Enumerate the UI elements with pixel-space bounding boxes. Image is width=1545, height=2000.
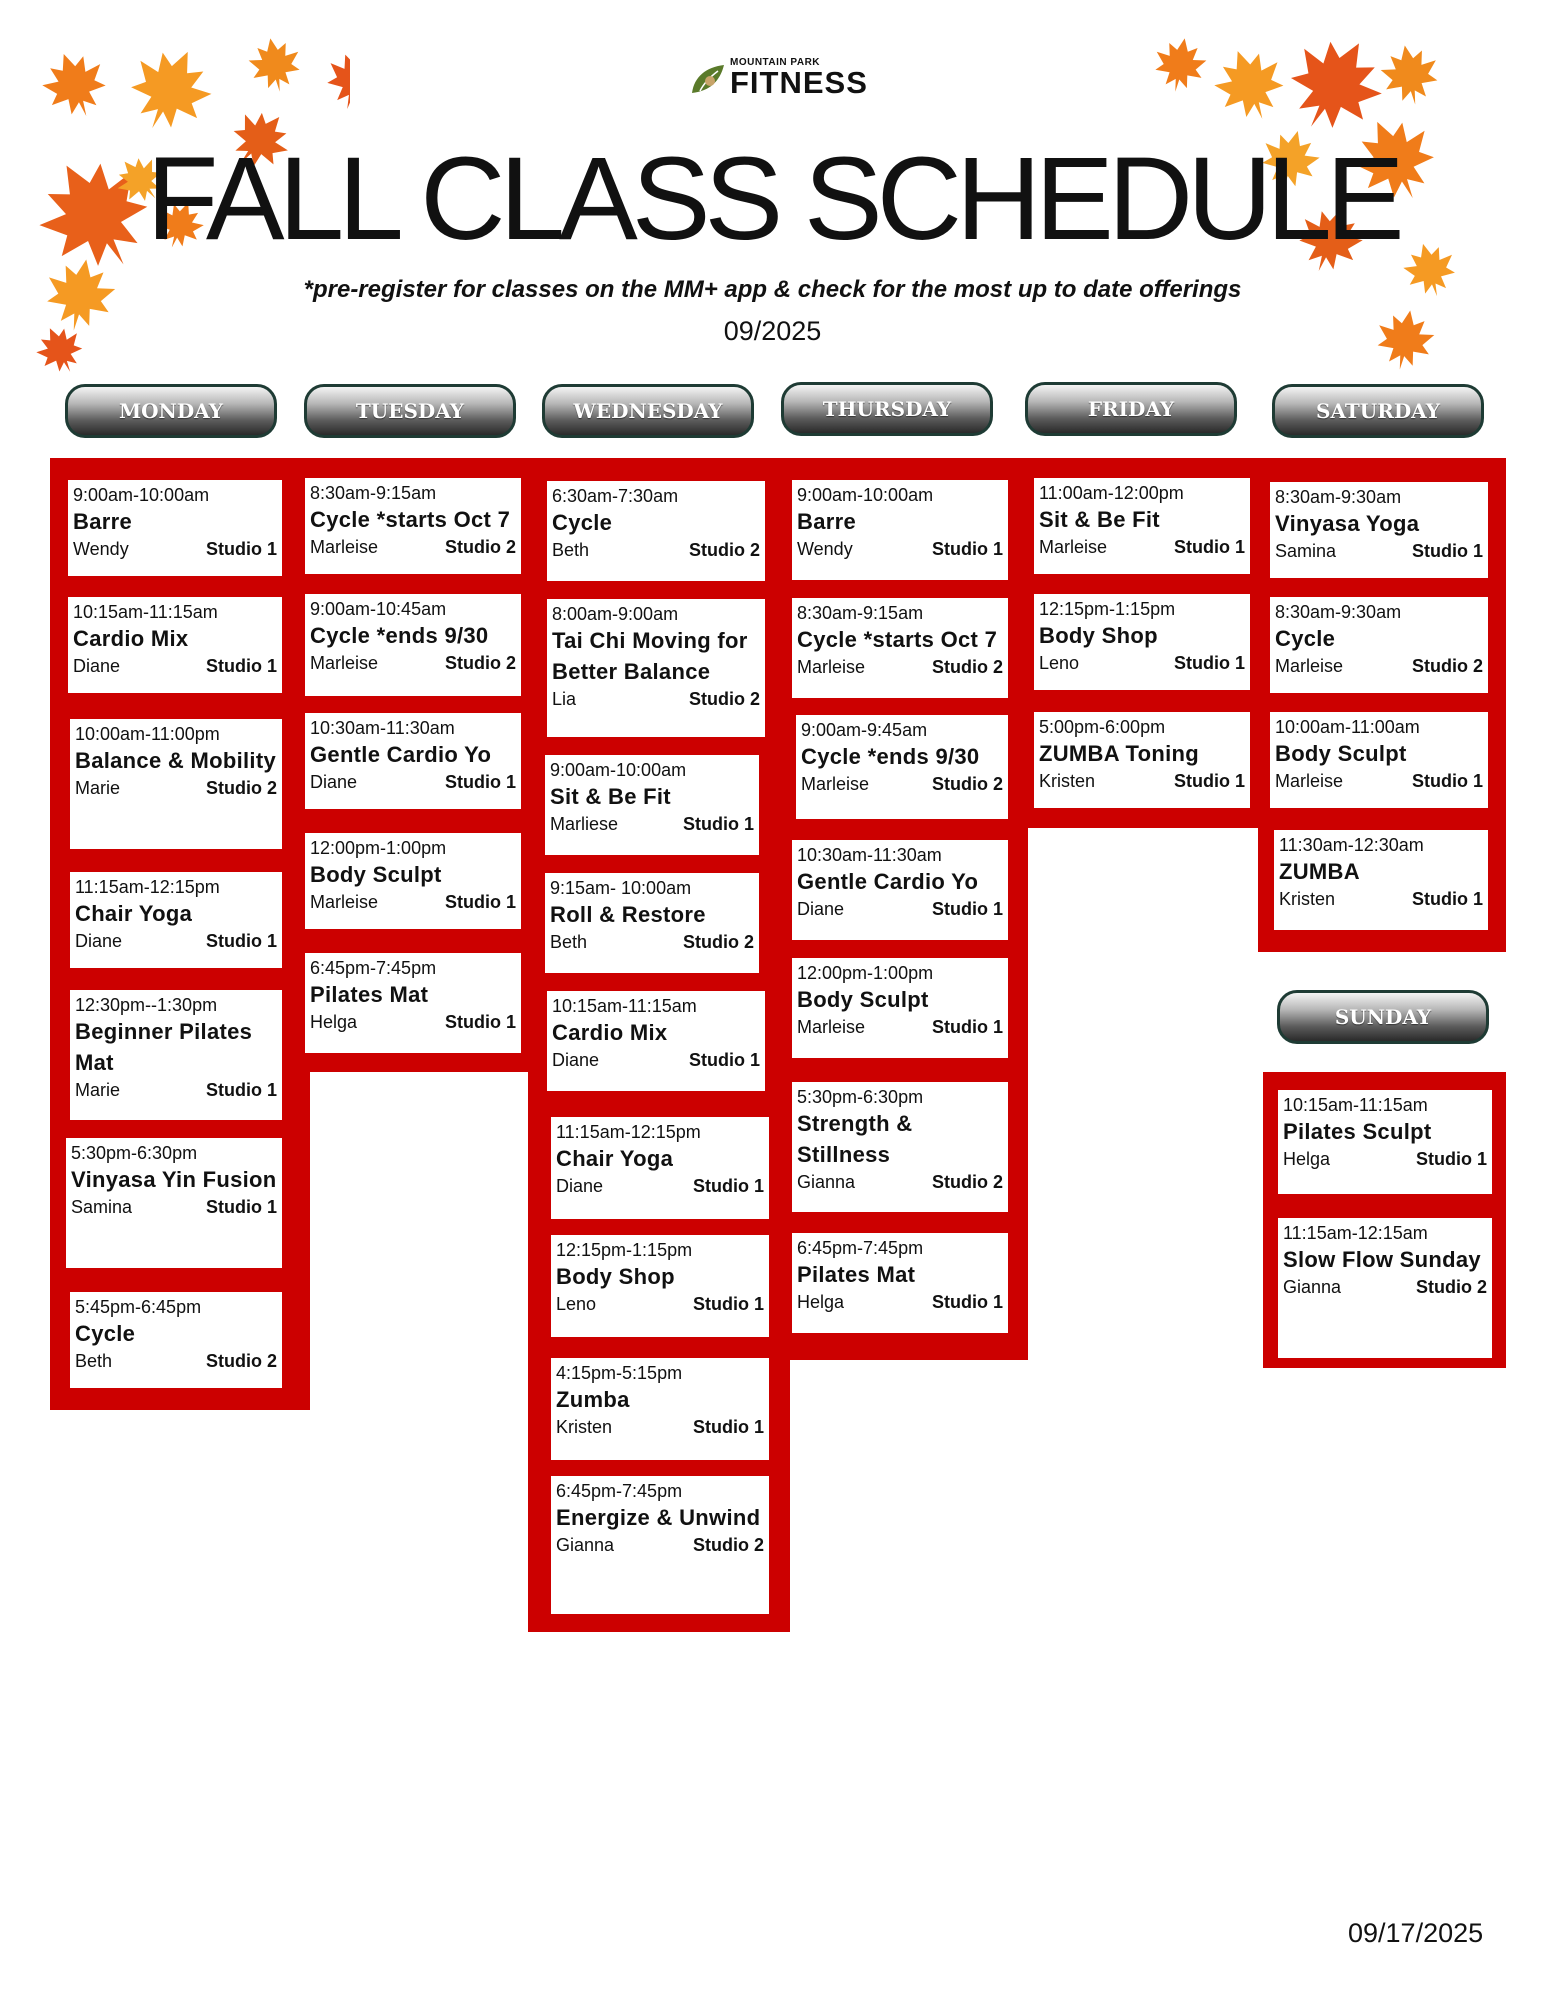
- class-card-wednesday: [545, 755, 759, 855]
- class-name: ZUMBA: [1279, 859, 1360, 884]
- class-card-friday: [1034, 478, 1250, 574]
- class-details: [1039, 535, 1245, 559]
- day-header-wednesday: WEDNESDAY: [542, 384, 754, 438]
- class-time: 8:30am-9:30am: [1275, 487, 1402, 507]
- class-instructor: Samina: [71, 1197, 133, 1217]
- class-instructor: Kristen: [556, 1417, 613, 1437]
- class-card-wednesday: [547, 481, 765, 581]
- class-name: Pilates Mat: [797, 1262, 916, 1287]
- class-studio: Studio 1: [445, 772, 516, 792]
- class-instructor: Marleise: [310, 537, 379, 557]
- class-time: 12:15pm-1:15pm: [556, 1240, 693, 1260]
- class-card-tuesday: [305, 478, 521, 574]
- class-card-monday: [70, 990, 282, 1120]
- footer-date: 09/17/2025: [1348, 1918, 1484, 1948]
- class-details: [310, 770, 516, 794]
- class-time: 6:45pm-7:45pm: [310, 958, 437, 978]
- class-time: 8:30am-9:30am: [1275, 602, 1402, 622]
- class-instructor: Gianna: [1283, 1277, 1342, 1297]
- class-time: 8:30am-9:15am: [797, 603, 924, 623]
- class-time: 6:45pm-7:45pm: [556, 1481, 683, 1501]
- class-studio: Studio 2: [689, 689, 760, 709]
- class-details: [310, 535, 516, 559]
- class-details: [797, 1015, 1003, 1039]
- class-card-tuesday: [305, 953, 521, 1053]
- class-details: [73, 654, 277, 678]
- class-card-wednesday: [545, 873, 759, 973]
- class-name: Body Sculpt: [797, 987, 929, 1012]
- class-card-tuesday: [305, 833, 521, 929]
- subtitle-note: *pre-register for classes on the MM+ app & check for the most up to date offerings: [303, 276, 1242, 303]
- class-instructor: Beth: [552, 540, 590, 560]
- class-name: Strength & Stillness: [797, 1111, 913, 1167]
- day-header-monday: MONDAY: [65, 384, 277, 438]
- class-details: [801, 772, 1003, 796]
- class-instructor: Diane: [552, 1050, 600, 1070]
- class-time: 10:00am-11:00pm: [75, 724, 220, 744]
- class-instructor: Marleise: [801, 774, 870, 794]
- logo-leaf-icon: [690, 63, 726, 95]
- class-card-tuesday: [305, 594, 521, 696]
- class-studio: Studio 2: [932, 1172, 1003, 1192]
- class-time: 5:45pm-6:45pm: [75, 1297, 202, 1317]
- class-card-thursday: [796, 715, 1008, 819]
- class-details: [797, 1290, 1003, 1314]
- class-studio: Studio 1: [1174, 653, 1245, 673]
- class-name: Tai Chi Moving for Better Balance: [552, 628, 748, 684]
- class-name: Cycle *starts Oct 7: [797, 627, 998, 652]
- class-name: Beginner Pilates Mat: [75, 1019, 253, 1075]
- class-time: 12:30pm--1:30pm: [75, 995, 218, 1015]
- class-time: 11:15am-12:15pm: [75, 877, 220, 897]
- class-instructor: Marleise: [797, 1017, 866, 1037]
- class-instructor: Marleise: [1039, 537, 1108, 557]
- class-details: [797, 897, 1003, 921]
- class-card-saturday: [1274, 830, 1488, 930]
- class-details: [1279, 887, 1483, 911]
- class-time: 9:15am- 10:00am: [550, 878, 692, 898]
- class-time: 10:00am-11:00am: [1275, 717, 1420, 737]
- schedule-date: 09/2025: [723, 316, 822, 346]
- class-name: Vinyasa Yin Fusion: [71, 1167, 277, 1192]
- class-instructor: Marleise: [310, 653, 379, 673]
- class-studio: Studio 1: [206, 931, 277, 951]
- class-name: Vinyasa Yoga: [1275, 511, 1420, 536]
- class-time: 9:00am-10:00am: [797, 485, 934, 505]
- class-instructor: Marie: [75, 778, 121, 798]
- class-time: 11:00am-12:00pm: [1039, 483, 1184, 503]
- day-header-saturday: SATURDAY: [1272, 384, 1484, 438]
- class-details: [75, 929, 277, 953]
- class-time: 6:45pm-7:45pm: [797, 1238, 924, 1258]
- class-instructor: Lia: [552, 689, 577, 709]
- class-time: 6:30am-7:30am: [552, 486, 679, 506]
- class-card-monday: [68, 480, 282, 576]
- class-details: [552, 538, 760, 562]
- class-instructor: Marleise: [310, 892, 379, 912]
- class-name: Roll & Restore: [550, 902, 706, 927]
- class-instructor: Helga: [310, 1012, 358, 1032]
- class-card-saturday: [1270, 597, 1488, 693]
- class-instructor: Diane: [310, 772, 358, 792]
- class-instructor: Leno: [1039, 653, 1080, 673]
- class-details: [556, 1292, 764, 1316]
- class-studio: Studio 1: [445, 1012, 516, 1032]
- day-header-sunday: SUNDAY: [1277, 990, 1489, 1044]
- class-instructor: Samina: [1275, 541, 1337, 561]
- class-details: [75, 1078, 277, 1102]
- class-details: [1283, 1147, 1487, 1171]
- class-name: Body Sculpt: [310, 862, 442, 887]
- class-name: Chair Yoga: [556, 1146, 674, 1171]
- class-time: 8:00am-9:00am: [552, 604, 679, 624]
- class-studio: Studio 1: [206, 656, 277, 676]
- mountain-park-fitness-logo: [690, 55, 870, 103]
- class-details: [75, 776, 277, 800]
- class-name: Sit & Be Fit: [1039, 507, 1160, 532]
- class-name: Energize & Unwind: [556, 1505, 761, 1530]
- class-card-thursday: [792, 840, 1008, 940]
- class-time: 12:00pm-1:00pm: [797, 963, 934, 983]
- class-name: ZUMBA Toning: [1039, 741, 1199, 766]
- class-details: [797, 537, 1003, 561]
- class-name: Cycle: [75, 1321, 136, 1346]
- class-name: Body Shop: [556, 1264, 675, 1289]
- class-time: 10:15am-11:15am: [1283, 1095, 1428, 1115]
- class-instructor: Beth: [75, 1351, 113, 1371]
- class-time: 9:00am-10:00am: [73, 485, 210, 505]
- class-card-tuesday: [305, 713, 521, 809]
- class-name: Gentle Cardio Yo: [310, 742, 492, 767]
- class-details: [1283, 1275, 1487, 1299]
- class-instructor: Beth: [550, 932, 588, 952]
- class-time: 5:30pm-6:30pm: [71, 1143, 198, 1163]
- class-details: [1039, 651, 1245, 675]
- day-header-thursday: THURSDAY: [781, 382, 993, 436]
- page-title: FALL CLASS SCHEDULE: [146, 133, 1399, 265]
- class-studio: Studio 1: [1412, 771, 1483, 791]
- logo-small-text: MOUNTAIN PARK: [730, 57, 821, 68]
- class-name: Chair Yoga: [75, 901, 193, 926]
- class-details: [556, 1533, 764, 1557]
- class-details: [75, 1349, 277, 1373]
- class-instructor: Marliese: [550, 814, 619, 834]
- class-card-saturday: [1270, 712, 1488, 808]
- class-time: 5:30pm-6:30pm: [797, 1087, 924, 1107]
- class-details: [1275, 769, 1483, 793]
- class-card-monday: [66, 1138, 282, 1268]
- class-studio: Studio 1: [206, 1197, 277, 1217]
- class-details: [550, 930, 754, 954]
- class-card-friday: [1034, 712, 1250, 808]
- class-time: 5:00pm-6:00pm: [1039, 717, 1166, 737]
- class-instructor: Gianna: [556, 1535, 615, 1555]
- class-card-monday: [70, 1292, 282, 1388]
- class-name: Cycle *ends 9/30: [801, 744, 980, 769]
- class-details: [310, 890, 516, 914]
- class-name: Pilates Sculpt: [1283, 1119, 1432, 1144]
- class-time: 12:15pm-1:15pm: [1039, 599, 1176, 619]
- class-instructor: Marleise: [1275, 771, 1344, 791]
- class-time: 10:15am-11:15am: [552, 996, 697, 1016]
- class-card-sunday: [1278, 1090, 1492, 1194]
- class-card-thursday: [792, 480, 1008, 580]
- class-studio: Studio 1: [932, 1017, 1003, 1037]
- class-details: [71, 1195, 277, 1219]
- class-details: [556, 1174, 764, 1198]
- class-studio: Studio 1: [693, 1294, 764, 1314]
- class-name: Pilates Mat: [310, 982, 429, 1007]
- class-name: Body Shop: [1039, 623, 1158, 648]
- class-time: 10:30am-11:30am: [310, 718, 455, 738]
- class-instructor: Diane: [75, 931, 123, 951]
- class-details: [1039, 769, 1245, 793]
- class-studio: Studio 1: [932, 539, 1003, 559]
- class-time: 9:00am-10:45am: [310, 599, 447, 619]
- class-studio: Studio 2: [932, 774, 1003, 794]
- class-card-wednesday: [551, 1476, 769, 1614]
- class-card-wednesday: [551, 1358, 769, 1460]
- class-instructor: Wendy: [73, 539, 129, 559]
- class-instructor: Helga: [1283, 1149, 1331, 1169]
- class-instructor: Marleise: [1275, 656, 1344, 676]
- logo-big-text: FITNESS: [730, 65, 868, 100]
- class-time: 9:00am-10:00am: [550, 760, 687, 780]
- class-instructor: Kristen: [1039, 771, 1096, 791]
- class-studio: Studio 2: [932, 657, 1003, 677]
- class-studio: Studio 1: [693, 1417, 764, 1437]
- class-studio: Studio 1: [932, 899, 1003, 919]
- class-card-thursday: [792, 1233, 1008, 1333]
- class-time: 11:15am-12:15am: [1283, 1223, 1428, 1243]
- class-studio: Studio 2: [693, 1535, 764, 1555]
- class-details: [550, 812, 754, 836]
- class-studio: Studio 1: [1174, 537, 1245, 557]
- class-studio: Studio 2: [445, 537, 516, 557]
- class-name: Body Sculpt: [1275, 741, 1407, 766]
- class-name: Cycle: [552, 510, 613, 535]
- class-details: [1275, 539, 1483, 563]
- class-studio: Studio 1: [1412, 541, 1483, 561]
- class-instructor: Diane: [556, 1176, 604, 1196]
- class-card-monday: [68, 597, 282, 693]
- class-time: 8:30am-9:15am: [310, 483, 437, 503]
- class-instructor: Diane: [797, 899, 845, 919]
- class-time: 10:15am-11:15am: [73, 602, 218, 622]
- class-time: 12:00pm-1:00pm: [310, 838, 447, 858]
- class-time: 11:30am-12:30am: [1279, 835, 1424, 855]
- class-details: [552, 687, 760, 711]
- class-details: [797, 1170, 1003, 1194]
- class-studio: Studio 1: [1412, 889, 1483, 909]
- class-name: Cycle: [1275, 626, 1336, 651]
- day-header-friday: FRIDAY: [1025, 382, 1237, 436]
- class-name: Cycle *starts Oct 7: [310, 507, 511, 532]
- class-instructor: Marie: [75, 1080, 121, 1100]
- class-name: Slow Flow Sunday: [1283, 1247, 1481, 1272]
- class-name: Barre: [73, 509, 132, 534]
- class-details: [556, 1415, 764, 1439]
- class-card-monday: [70, 719, 282, 849]
- class-name: Barre: [797, 509, 856, 534]
- class-instructor: Marleise: [797, 657, 866, 677]
- class-details: [310, 651, 516, 675]
- class-studio: Studio 1: [206, 1080, 277, 1100]
- class-card-wednesday: [551, 1235, 769, 1337]
- class-time: 9:00am-9:45am: [801, 720, 928, 740]
- class-name: Sit & Be Fit: [550, 784, 671, 809]
- class-instructor: Kristen: [1279, 889, 1336, 909]
- class-card-sunday: [1278, 1218, 1492, 1358]
- class-card-monday: [70, 872, 282, 968]
- class-time: 4:15pm-5:15pm: [556, 1363, 683, 1383]
- class-studio: Studio 2: [206, 1351, 277, 1371]
- class-studio: Studio 1: [445, 892, 516, 912]
- class-card-thursday: [792, 1082, 1008, 1212]
- class-card-saturday: [1270, 482, 1488, 578]
- class-name: Balance & Mobility: [75, 748, 276, 773]
- class-studio: Studio 1: [1174, 771, 1245, 791]
- class-instructor: Helga: [797, 1292, 845, 1312]
- class-studio: Studio 2: [683, 932, 754, 952]
- class-details: [1275, 654, 1483, 678]
- class-studio: Studio 1: [683, 814, 754, 834]
- class-studio: Studio 2: [1416, 1277, 1487, 1297]
- class-studio: Studio 1: [689, 1050, 760, 1070]
- class-instructor: Gianna: [797, 1172, 856, 1192]
- class-instructor: Diane: [73, 656, 121, 676]
- class-studio: Studio 1: [1416, 1149, 1487, 1169]
- class-card-friday: [1034, 594, 1250, 690]
- class-card-thursday: [792, 598, 1008, 698]
- class-details: [552, 1048, 760, 1072]
- class-card-wednesday: [547, 991, 765, 1091]
- class-time: 11:15am-12:15pm: [556, 1122, 701, 1142]
- class-card-thursday: [792, 958, 1008, 1058]
- class-name: Cardio Mix: [73, 626, 189, 651]
- class-studio: Studio 2: [689, 540, 760, 560]
- day-header-tuesday: TUESDAY: [304, 384, 516, 438]
- class-name: Gentle Cardio Yo: [797, 869, 979, 894]
- class-card-wednesday: [547, 599, 765, 737]
- class-details: [73, 537, 277, 561]
- class-name: Cycle *ends 9/30: [310, 623, 489, 648]
- class-studio: Studio 2: [445, 653, 516, 673]
- class-name: Cardio Mix: [552, 1020, 668, 1045]
- class-studio: Studio 1: [932, 1292, 1003, 1312]
- class-studio: Studio 1: [206, 539, 277, 559]
- class-card-wednesday: [551, 1117, 769, 1219]
- class-details: [797, 655, 1003, 679]
- class-studio: Studio 2: [206, 778, 277, 798]
- class-instructor: Wendy: [797, 539, 853, 559]
- class-name: Zumba: [556, 1387, 630, 1412]
- class-details: [310, 1010, 516, 1034]
- class-studio: Studio 1: [693, 1176, 764, 1196]
- class-time: 10:30am-11:30am: [797, 845, 942, 865]
- class-studio: Studio 2: [1412, 656, 1483, 676]
- class-instructor: Leno: [556, 1294, 597, 1314]
